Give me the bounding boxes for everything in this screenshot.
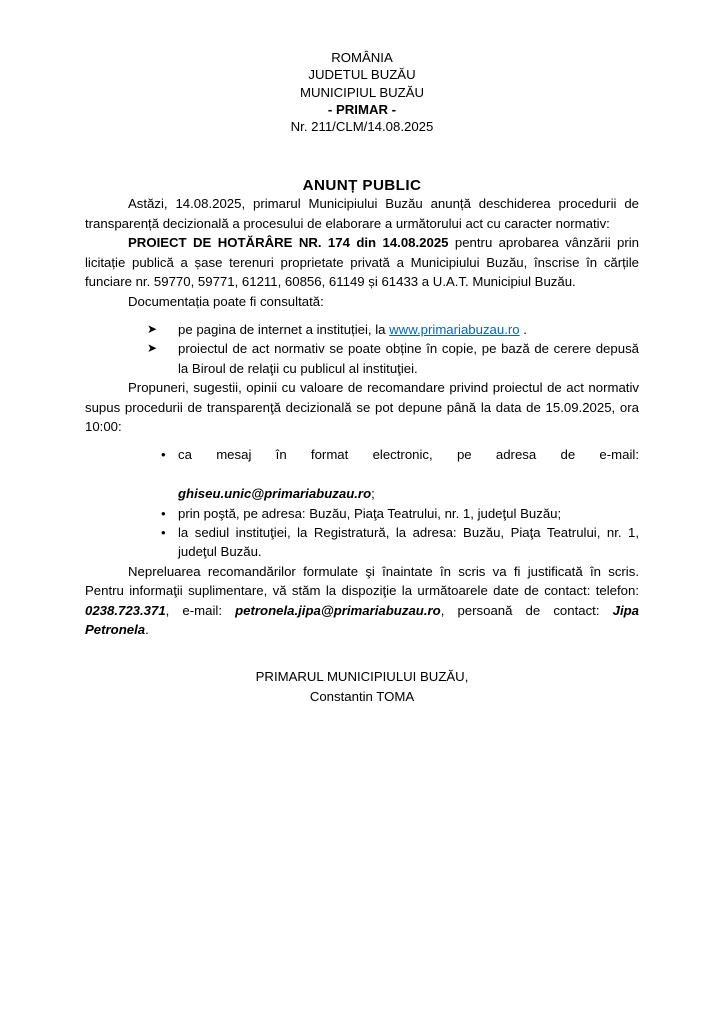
- signature-position: PRIMARUL MUNICIPIULUI BUZĂU,: [255, 669, 469, 685]
- contact-phone: 0238.723.371: [85, 602, 166, 618]
- list-item-text: ca mesaj în format electronic, pe adresa de e-mail:: [178, 447, 639, 463]
- final-text-part4: .: [145, 622, 149, 638]
- list-item-text: la sediul instituţiei, la Registratură, la adresa: Buzău, Piaţa Teatrului, nr. 1, judeţul Buzău.: [178, 524, 639, 560]
- arrow-bullet-icon: ➤: [147, 321, 158, 336]
- final-paragraph: [85, 562, 639, 640]
- list-item-text: [178, 322, 527, 337]
- documentation-list: [85, 320, 639, 378]
- header-municipality: MUNICIPIUL BUZĂU: [299, 84, 425, 100]
- final-text-part2: , e-mail:: [165, 602, 236, 618]
- page-title: ANUNȚ PUBLIC: [302, 177, 422, 195]
- final-text-part1: Nepreluarea recomandărilor formulate şi înaintate în scris va fi justificată în scris. Pentru informaţii suplimentare, vă stăm la dispoziţie la următoarele date de contact: telefon:: [85, 563, 639, 599]
- documentation-item-0-suffix: .: [519, 321, 527, 337]
- ghiseu-unic-email: ghiseu.unic@primariabuzau.ro: [178, 486, 372, 502]
- list-item: [85, 504, 639, 523]
- header-registration-number: Nr. 211/CLM/14.08.2025: [290, 119, 434, 135]
- list-item: [85, 445, 639, 503]
- documentation-item-0-prefix: pe pagina de internet a instituției, la: [178, 321, 390, 337]
- contact-person-name: Jipa Petronela: [85, 602, 639, 638]
- proposals-paragraph: Propuneri, sugestii, opinii cu valoare de recomandare privind proiectul de act normativ supus procedurii de transparenţă decizională se pot depune până la data de 15.09.2025, ora 10:00:: [85, 380, 639, 434]
- proposals-list: [85, 445, 639, 561]
- disc-bullet-icon: •: [161, 524, 166, 540]
- list-item: [85, 523, 639, 562]
- final-text-part3: , persoană de contact:: [440, 602, 613, 618]
- list-item-text: prin poştă, pe adresa: Buzău, Piaţa Teatrului, nr. 1, judeţul Buzău;: [178, 505, 562, 521]
- signature-block: [85, 667, 639, 706]
- intro-paragraph: Astăzi, 14.08.2025, primarul Municipiului Buzău anunță deschiderea procedurii de transparență decizională a procesului de elaborare a următorului act cu caracter normativ:: [85, 196, 639, 231]
- list-item: [85, 339, 639, 378]
- header-country: ROMÂNIA: [331, 50, 393, 65]
- list-item-text: proiectul de act normativ se poate obține în copie, pe bază de cerere depusă la Biroul de relaţii cu publicul al instituţiei.: [178, 341, 639, 376]
- disc-bullet-icon: •: [161, 447, 166, 463]
- contact-email: petronela.jipa@primariabuzau.ro: [235, 602, 441, 618]
- arrow-bullet-icon: ➤: [147, 341, 158, 356]
- list-item: [85, 320, 639, 339]
- signature-name: Constantin TOMA: [309, 688, 415, 704]
- project-paragraph: [85, 233, 639, 291]
- list-item-tail: ;: [371, 486, 375, 502]
- disc-bullet-icon: •: [161, 505, 166, 521]
- project-description: pentru aprobarea vânzării prin licitație publică a șase terenuri proprietate privată a Municipiului Buzău, înscrise în cărțile funciare nr. 59770, 59771, 61211, 60856, 61149 și 61433 a U.A.T. Municipiul Buzău.: [85, 235, 640, 290]
- header-role: - PRIMAR -: [327, 101, 397, 117]
- project-heading: PROIECT DE HOTĂRÂRE NR. 174 din 14.08.2025: [128, 235, 449, 251]
- document-header: [85, 0, 639, 135]
- primaria-buzau-website-link[interactable]: www.primariabuzau.ro: [389, 321, 520, 337]
- documentation-lead-in: Documentația poate fi consultată:: [128, 293, 324, 309]
- header-county: JUDETUL BUZĂU: [308, 67, 416, 83]
